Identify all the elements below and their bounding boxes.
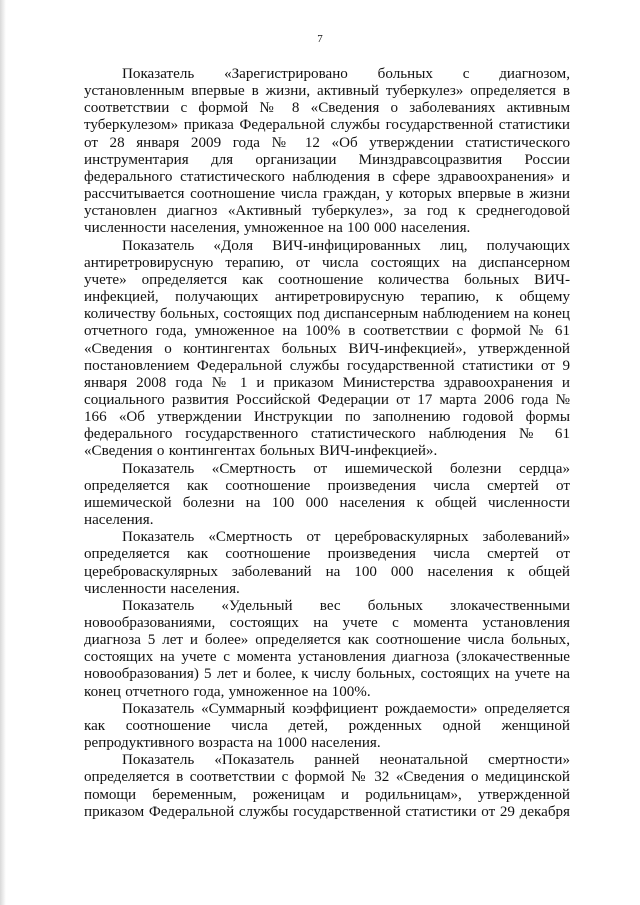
paragraph-cerebrovascular-mortality: Показатель «Смертность от цереброваскулярных заболеваний» определяется как соотношение произведения числа смертей от цереброваскулярных заболеваний на 100 000 населения к общей численности населения. bbox=[84, 529, 570, 597]
paragraph-tuberculosis: Показатель «Зарегистрировано больных с диагнозом, установленным впервые в жизни, активный туберкулез» определяется в соответствии с формой № 8 «Сведения о заболеваниях активным туберкулезом» приказа Федеральной службы государственной статистики от 28 января 2009 года № 12 «Об утверждении статистического инструментария для организации Минздравсоцразвития России федерального статистического наблюдения в сфере здравоохранения» и рассчитывается соотношение числа граждан, у которых впервые в жизни установлен диагноз «Активный туберкулез», за год к среднегодовой численности населения, умноженное на 100 000 населения. bbox=[84, 66, 570, 237]
page-number: 7 bbox=[317, 33, 323, 45]
paragraph-neonatal-mortality: Показатель «Показатель ранней неонатальной смертности» определяется в соответствии с формой № 32 «Сведения о медицинской помощи беременным, роженицам и родильницам», утвержденной приказом Федеральной службы государственной статистики от 29 декабря bbox=[84, 752, 570, 820]
scan-edge-shadow bbox=[0, 0, 6, 905]
body-text bbox=[84, 66, 570, 821]
paragraph-oncology-share: Показатель «Удельный вес больных злокачественными новообразованиями, состоящих на учете с момента установления диагноза 5 лет и более» определяется как соотношение числа больных, состоящих на учете с момента установления диагноза (злокачественные новообразования) 5 лет и более, к числу больных, состоящих на учете на конец отчетного года, умноженное на 100%. bbox=[84, 597, 570, 700]
paragraph-fertility-rate: Показатель «Суммарный коэффициент рождаемости» определяется как соотношение числа детей, рожденных одной женщиной репродуктивного возраста на 1000 населения. bbox=[84, 700, 570, 752]
paragraph-ischemic-mortality: Показатель «Смертность от ишемической болезни сердца» определяется как соотношение произведения числа смертей от ишемической болезни на 100 000 населения к общей численности населения. bbox=[84, 460, 570, 529]
paragraph-hiv-therapy: Показатель «Доля ВИЧ-инфицированных лиц, получающих антиретровирусную терапию, от числа состоящих на диспансерном учете» определяется как соотношение количества больных ВИЧ-инфекцией, получающих антиретровирусную терапию, к общему количеству больных, состоящих под диспансерным наблюдением на конец отчетного года, умноженное на 100% в соответствии с формой № 61 «Сведения о контингентах больных ВИЧ-инфекцией», утвержденной постановлением Федеральной службы государственной статистики от 9 января 2008 года № 1 и приказом Министерства здравоохранения и социального развития Российской Федерации от 17 марта 2006 года № 166 «Об утверждении Инструкции по заполнению годовой формы федерального государственного статистического наблюдения № 61 «Сведения о контингентах больных ВИЧ-инфекцией». bbox=[84, 237, 570, 460]
